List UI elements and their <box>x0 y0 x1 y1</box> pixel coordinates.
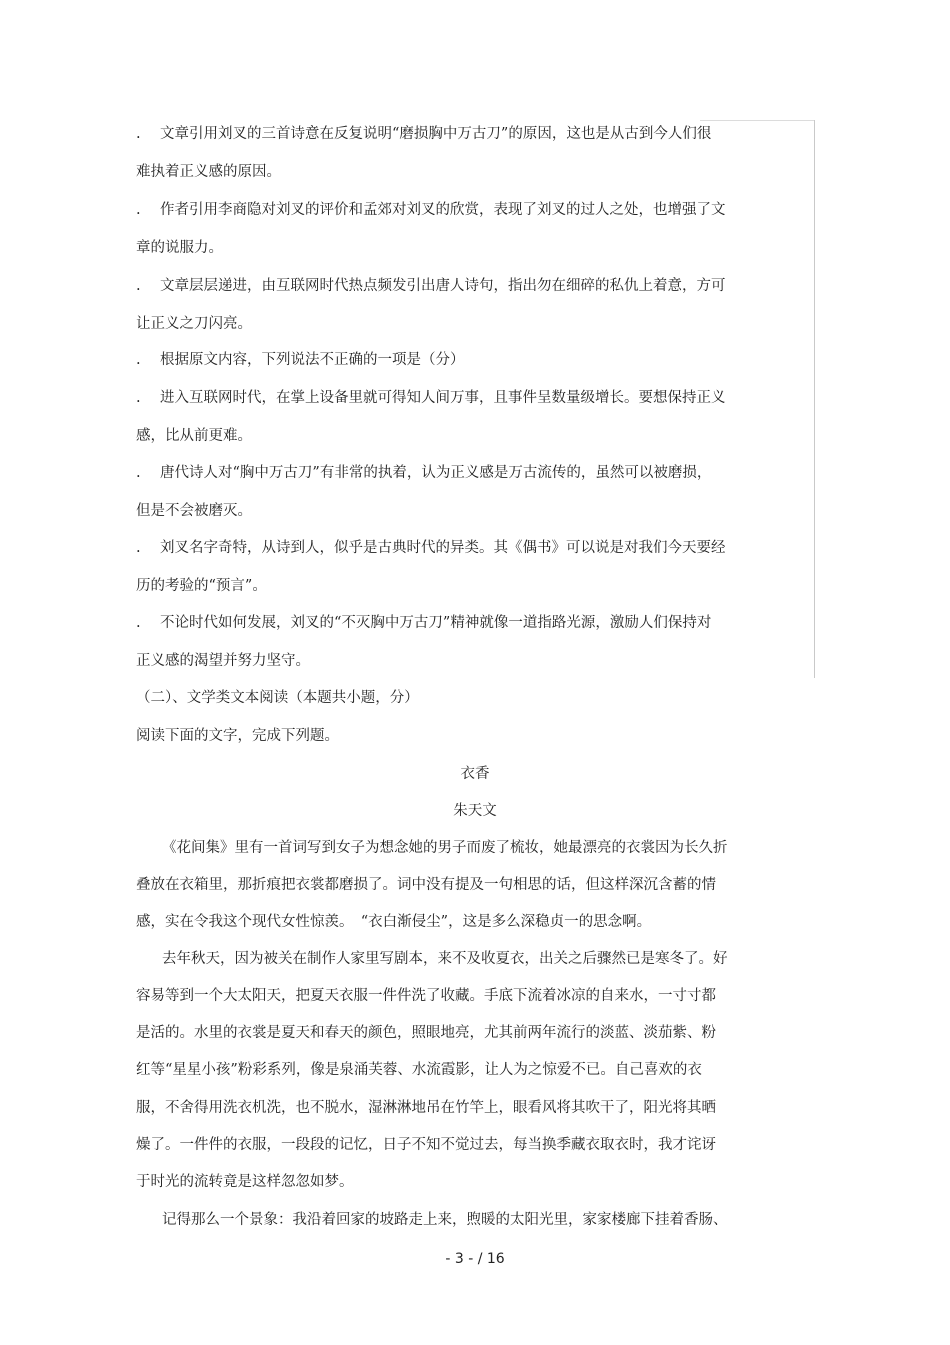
option-line: 但是不会被磨灭。 <box>136 503 252 519</box>
option-line: 章的说服力。 <box>136 240 223 256</box>
page-number: - 3 - / 16 <box>445 1251 505 1267</box>
option-marker: . <box>136 126 141 142</box>
option-marker: . <box>136 202 141 218</box>
option-marker: . <box>136 390 141 406</box>
option-line: 正义感的渴望并努力坚守。 <box>136 653 310 669</box>
option-marker: . <box>136 465 141 481</box>
instruction-text: 阅读下面的文字，完成下列题。 <box>136 728 339 744</box>
frame-right-border <box>814 120 815 678</box>
option-marker: . <box>136 615 141 631</box>
frame-top-border <box>700 120 815 121</box>
option-line: . 作者引用李商隐对刘叉的评价和孟郊对刘叉的欣赏，表现了刘叉的过人之处，也增强了文 <box>136 202 726 218</box>
article-title: 衣香 <box>460 766 490 782</box>
paragraph-line: 叠放在衣箱里，那折痕把衣裳都磨损了。词中没有提及一句相思的话，但这样深沉含蓄的情 <box>136 877 716 893</box>
option-marker: . <box>136 540 141 556</box>
option-line: 历的考验的“预言”。 <box>136 578 267 594</box>
paragraph-line: 服，不舍得用洗衣机洗，也不脱水，湿淋淋地吊在竹竿上，眼看风将其吹干了，阳光将其晒 <box>136 1100 716 1116</box>
option-line: . 不论时代如何发展，刘叉的“不灭胸中万古刀”精神就像一道指路光源，激励人们保持对 <box>136 615 712 631</box>
option-line: 难执着正义感的原因。 <box>136 164 281 180</box>
paragraph-line: 感，实在令我这个现代女性惊羡。 “衣白渐侵尘”，这是多么深稳贞一的思念啊。 <box>136 914 652 930</box>
paragraph-line: 于时光的流转竟是这样忽忽如梦。 <box>136 1174 354 1190</box>
paragraph-line: 是活的。水里的衣裳是夏天和春天的颜色，照眼地亮，尤其前两年流行的淡蓝、淡茄紫、粉 <box>136 1025 716 1041</box>
article-author: 朱天文 <box>453 803 497 819</box>
option-line: . 进入互联网时代，在掌上设备里就可得知人间万事，且事件呈数量级增长。要想保持正义 <box>136 390 726 406</box>
paragraph-line: 《花间集》里有一首词写到女子为想念她的男子而废了梳妆，她最漂亮的衣裳因为长久折 <box>162 840 728 856</box>
paragraph-line: 容易等到一个大太阳天，把夏天衣服一件件洗了收藏。手底下流着冰凉的自来水，一寸寸都 <box>136 988 716 1004</box>
paragraph-line: 去年秋天，因为被关在制作人家里写剧本，来不及收夏衣，出关之后骤然已是寒冬了。好 <box>162 951 728 967</box>
section-heading: （二）、文学类文本阅读（本题共小题，分） <box>136 690 419 706</box>
option-line: 让正义之刀闪亮。 <box>136 316 252 332</box>
question-stem: . 根据原文内容，下列说法不正确的一项是（分） <box>136 352 465 368</box>
option-marker: . <box>136 352 141 368</box>
paragraph-line: 燥了。一件件的衣服，一段段的记忆，日子不知不觉过去，每当换季藏衣取衣时，我才诧讶 <box>136 1137 716 1153</box>
option-marker: . <box>136 278 141 294</box>
option-line: . 文章引用刘叉的三首诗意在反复说明“磨损胸中万古刀”的原因，这也是从古到今人们很 <box>136 126 712 142</box>
option-line: . 文章层层递进，由互联网时代热点频发引出唐人诗句，指出勿在细碎的私仇上着意，方可 <box>136 278 726 294</box>
option-line: . 刘叉名字奇特，从诗到人，似乎是古典时代的异类。其《偶书》可以说是对我们今天要经 <box>136 540 726 556</box>
option-line: 感，比从前更难。 <box>136 428 252 444</box>
paragraph-line: 记得那么一个景象：我沿着回家的坡路走上来，煦暖的太阳光里，家家楼廊下挂着香肠、 <box>162 1212 728 1228</box>
option-line: . 唐代诗人对“胸中万古刀”有非常的执着，认为正义感是万古流传的，虽然可以被磨损， <box>136 465 712 481</box>
paragraph-line: 红等“星星小孩”粉彩系列，像是泉涌芙蓉、水流霞影，让人为之惊爱不已。自己喜欢的衣 <box>136 1062 702 1078</box>
